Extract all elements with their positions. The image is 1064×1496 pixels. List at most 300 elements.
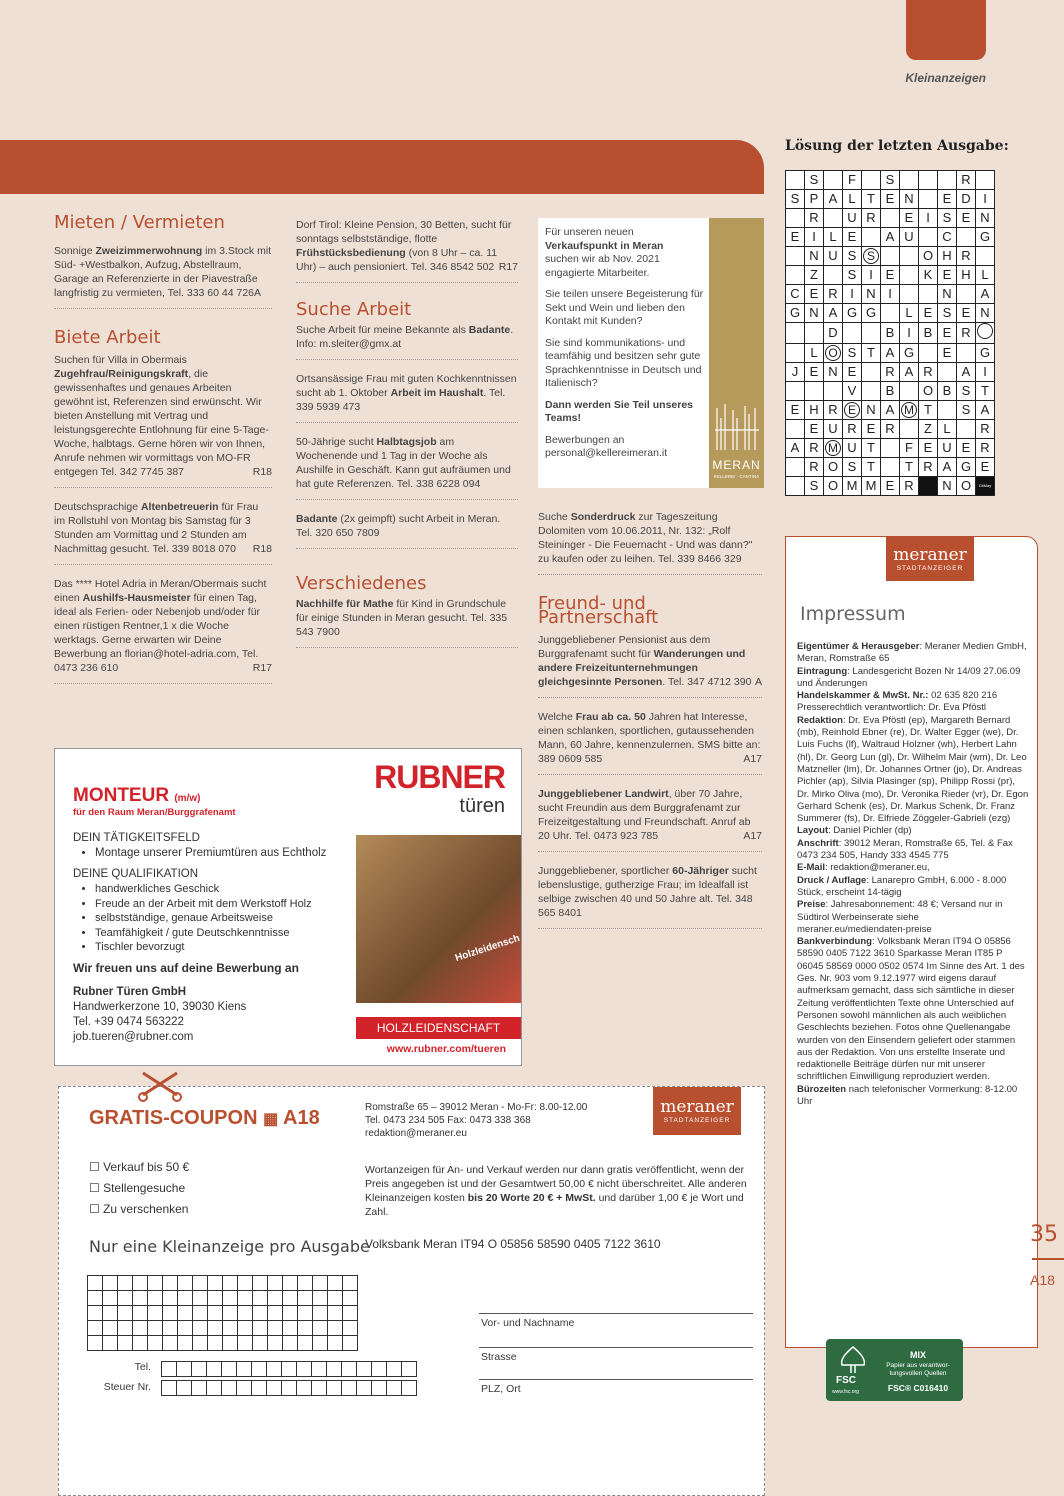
- crossword-cell: P: [805, 190, 824, 209]
- crossword-cell: S: [786, 190, 805, 209]
- crossword-cell: [900, 247, 919, 266]
- grid-cell[interactable]: [118, 1291, 133, 1306]
- grid-cell[interactable]: [343, 1276, 358, 1291]
- meran-ad-location: Verkaufspunkt in Meran: [545, 239, 664, 252]
- coupon-tel-field[interactable]: [161, 1361, 417, 1377]
- crossword-cell: G: [976, 344, 995, 363]
- crossword-cell: U: [900, 228, 919, 247]
- impressum-line: [797, 690, 1029, 702]
- crossword-cell: H: [805, 401, 824, 420]
- coupon-addr3: redaktion@meraner.eu: [365, 1128, 467, 1139]
- grid-cell[interactable]: [283, 1276, 298, 1291]
- grid-cell[interactable]: [103, 1306, 118, 1321]
- ad-keyword: Frau ab ca. 50: [575, 711, 646, 723]
- sonderdruck-ad: [538, 510, 762, 575]
- fsc-code: FSC® C016410: [887, 1383, 949, 1393]
- grid-cell[interactable]: [148, 1336, 163, 1351]
- crossword-row: [786, 420, 995, 439]
- grid-cell[interactable]: [177, 1362, 192, 1377]
- coupon-logo-icon: ▦: [263, 1111, 279, 1128]
- grid-cell[interactable]: [103, 1336, 118, 1351]
- grid-cell[interactable]: [163, 1321, 178, 1336]
- crossword-cell: E: [957, 209, 976, 228]
- checkbox-icon[interactable]: ☐: [89, 1160, 104, 1174]
- grid-cell[interactable]: [298, 1276, 313, 1291]
- rubner-qualification-list: [73, 882, 353, 955]
- fsc-mix: MIX: [909, 1350, 926, 1360]
- ad-text: Suche: [538, 511, 571, 523]
- ad-text-end: am Wochenende und 1 Tag in der Woche als Aushilfe in Geschäft. Kann gut aufräumen und hat gute Referenzen. Tel. 338 6228 094: [296, 436, 511, 490]
- ad-keyword: 60-Jähriger: [672, 865, 729, 877]
- coupon-name-line[interactable]: [479, 1313, 753, 1314]
- grid-cell[interactable]: [178, 1276, 193, 1291]
- crossword-cell: R: [881, 363, 900, 382]
- rubner-list-item: • Montage unserer Premiumtüren aus Echtholz: [95, 846, 353, 861]
- rubner-list-item: • Tischler bevorzugt: [95, 940, 353, 955]
- crossword-cell: [862, 228, 881, 247]
- ad-text: Sonnige: [54, 245, 96, 257]
- grid-cell[interactable]: [402, 1362, 417, 1377]
- ad-text-end: . Tel. 347 4712 390: [662, 676, 752, 688]
- grid-cell[interactable]: [103, 1291, 118, 1306]
- ad-text: Suchen für Villa in Obermais: [54, 354, 187, 366]
- classified-ad: [54, 500, 272, 565]
- ad-keyword: Frühstücksbedienung: [296, 247, 406, 259]
- impressum-value: nach telefonischer Vormerkung: 8-12.00 Uhr: [797, 1083, 1018, 1107]
- grid-cell[interactable]: [222, 1381, 237, 1396]
- grid-cell[interactable]: [237, 1381, 252, 1396]
- grid-cell[interactable]: [282, 1381, 297, 1396]
- coupon-tax-label: Steuer Nr.: [103, 1381, 151, 1393]
- grid-cell[interactable]: [103, 1276, 118, 1291]
- grid-cell[interactable]: [268, 1291, 283, 1306]
- crossword-cell: G: [786, 304, 805, 323]
- grid-cell[interactable]: [178, 1306, 193, 1321]
- crossword-solution: [785, 170, 995, 496]
- grid-cell[interactable]: [268, 1276, 283, 1291]
- coupon-info-text: Wortanzeigen für An- und Verkauf werden nur dann gratis veröffentlicht, wenn der Preis angegeben ist und der Gesamtwert 50,00 € nicht überschreitet. Alle anderen Kleinanzeigen kosten: [365, 1164, 747, 1204]
- impressum-line: [797, 825, 1029, 837]
- coupon-word-grid[interactable]: [87, 1275, 358, 1351]
- impressum-line: [797, 899, 1029, 936]
- heading-freund-partnerschaft: Freund- und Partnerschaft: [538, 593, 659, 628]
- rubner-url[interactable]: www.rubner.com/tueren: [386, 1043, 506, 1055]
- grid-cell[interactable]: [328, 1291, 343, 1306]
- ad-text-end: für Kind in Grundschule für einige Stunden in Meran gesucht. Tel. 335 543 7900: [296, 598, 508, 638]
- crossword-cell: E: [862, 420, 881, 439]
- grid-cell[interactable]: [283, 1321, 298, 1336]
- grid-cell[interactable]: [133, 1276, 148, 1291]
- grid-cell[interactable]: [328, 1321, 343, 1336]
- ad-reference: R18: [252, 543, 272, 555]
- grid-cell[interactable]: [313, 1276, 328, 1291]
- grid-cell[interactable]: [253, 1276, 268, 1291]
- grid-cell[interactable]: [312, 1362, 327, 1377]
- grid-cell[interactable]: [222, 1362, 237, 1377]
- coupon-limit-note: Nur eine Kleinanzeige pro Ausgabe: [89, 1237, 370, 1256]
- impressum-value: : 39012 Meran, Romstraße 65, Tel. & Fax 0473 234 505, Handy 333 4545 775: [797, 837, 1013, 862]
- grid-cell[interactable]: [342, 1362, 357, 1377]
- grid-cell[interactable]: [178, 1336, 193, 1351]
- meran-ad-cta: Dann werden Sie Teil unseres Teams!: [545, 398, 694, 424]
- ad-text-end: für einen Tag, ideal als Ferien- oder Nebenjob und/oder für einen rüstigen Rentner,1 x die Woche werktags. Gerne erwarten wir Deine Bewerbung an florian@hotel-adria.com, Tel. 0473 236 610: [54, 592, 261, 674]
- grid-cell[interactable]: [208, 1306, 223, 1321]
- crossword-cell: [843, 323, 862, 344]
- grid-cell[interactable]: [328, 1306, 343, 1321]
- impressum-value: : redaktion@meraner.eu,: [824, 862, 930, 874]
- grid-cell[interactable]: [178, 1321, 193, 1336]
- ad-reference: R17: [498, 261, 518, 273]
- grid-cell[interactable]: [118, 1276, 133, 1291]
- crossword-cell: O: [824, 458, 843, 477]
- grid-cell[interactable]: [148, 1321, 163, 1336]
- crossword-cell: G: [900, 344, 919, 363]
- grid-cell[interactable]: [192, 1362, 207, 1377]
- grid-cell[interactable]: [343, 1306, 358, 1321]
- grid-cell[interactable]: [372, 1381, 387, 1396]
- grid-cell[interactable]: [223, 1321, 238, 1336]
- grid-cell[interactable]: [163, 1291, 178, 1306]
- grid-cell[interactable]: [387, 1362, 402, 1377]
- crossword-cell: T: [900, 458, 919, 477]
- grid-cell[interactable]: [267, 1381, 282, 1396]
- crossword-cell: A: [824, 190, 843, 209]
- meran-logo-text: MERAN: [712, 458, 761, 472]
- rubner-photo: [356, 835, 521, 1003]
- crossword-cell: [881, 439, 900, 458]
- coupon-plz-line[interactable]: [479, 1379, 753, 1380]
- meran-job-ad: [538, 218, 764, 488]
- crossword-cell: J: [786, 363, 805, 382]
- impressum-body: [797, 641, 1029, 1108]
- grid-cell[interactable]: [88, 1306, 103, 1321]
- grid-cell[interactable]: [163, 1276, 178, 1291]
- crossword-row: [786, 209, 995, 228]
- grid-cell[interactable]: [88, 1321, 103, 1336]
- crossword-cell: E: [938, 344, 957, 363]
- crossword-cell: [938, 171, 957, 190]
- classified-ad-text: [296, 597, 518, 639]
- grid-cell[interactable]: [133, 1336, 148, 1351]
- crossword-cell: S: [957, 401, 976, 420]
- grid-row: [88, 1321, 358, 1336]
- grid-cell[interactable]: [297, 1362, 312, 1377]
- grid-cell[interactable]: [193, 1291, 208, 1306]
- coupon-info-end: und darüber 1,00 € je Wort und Zahl.: [365, 1192, 744, 1218]
- grid-cell[interactable]: [208, 1291, 223, 1306]
- grid-cell[interactable]: [372, 1362, 387, 1377]
- ad-text-end: im 3.Stock mit Süd- +Westbalkon, Aufzug, Abstellraum, Garage an Referenzierte in der Piavestraße langfristig zu vermieten, Tel. 333 60 44 726A: [54, 245, 272, 299]
- classified-ad-text: [296, 435, 518, 491]
- grid-cell[interactable]: [148, 1306, 163, 1321]
- heading-biete-arbeit: Biete Arbeit: [54, 327, 161, 348]
- rubner-list-item: • Freude an der Arbeit mit dem Werkstoff Holz: [95, 897, 353, 912]
- grid-cell[interactable]: [207, 1362, 222, 1377]
- grid-cell[interactable]: [238, 1276, 253, 1291]
- grid-cell[interactable]: [238, 1321, 253, 1336]
- grid-cell[interactable]: [298, 1321, 313, 1336]
- grid-cell[interactable]: [133, 1291, 148, 1306]
- grid-cell[interactable]: [253, 1321, 268, 1336]
- grid-cell[interactable]: [342, 1381, 357, 1396]
- heading-suche-arbeit: Suche Arbeit: [296, 299, 412, 320]
- grid-cell[interactable]: [402, 1381, 417, 1396]
- ad-reference: A17: [743, 830, 762, 842]
- rubner-list-item: • Teamfähigkeit / gute Deutschkenntnisse: [95, 926, 353, 941]
- classified-ad: [296, 512, 518, 549]
- grid-cell[interactable]: [343, 1291, 358, 1306]
- grid-cell[interactable]: [312, 1381, 327, 1396]
- crossword-cell: [786, 344, 805, 363]
- ad-keyword: Zugehfrau/Reinigungskraft: [54, 368, 189, 380]
- classified-ad: [54, 244, 272, 309]
- checkbox-icon[interactable]: ☐: [89, 1202, 104, 1216]
- grid-cell[interactable]: [313, 1306, 328, 1321]
- grid-cell[interactable]: [313, 1291, 328, 1306]
- rubner-title: MONTEUR: [73, 785, 170, 806]
- crossword-cell: [786, 458, 805, 477]
- grid-cell[interactable]: [207, 1381, 222, 1396]
- crossword-cell: [900, 285, 919, 304]
- crossword-row: [786, 344, 995, 363]
- crossword-cell: S: [843, 344, 862, 363]
- impressum-line: [797, 1084, 1029, 1109]
- coupon-tax-field[interactable]: [161, 1380, 417, 1396]
- verschiedenes-ads: [296, 597, 518, 648]
- grid-cell[interactable]: [283, 1291, 298, 1306]
- classified-ad-text: [296, 512, 518, 540]
- grid-cell[interactable]: [118, 1336, 133, 1351]
- coupon-street-line[interactable]: [479, 1347, 753, 1348]
- rubner-ad-title: [73, 785, 200, 807]
- grid-cell[interactable]: [387, 1381, 402, 1396]
- classified-ad-text: [296, 323, 518, 351]
- crossword-cell: E: [805, 363, 824, 382]
- grid-cell[interactable]: [178, 1291, 193, 1306]
- crossword-cell: A: [976, 401, 995, 420]
- grid-cell[interactable]: [283, 1336, 298, 1351]
- crossword-cell: [786, 323, 805, 344]
- crossword-cell: O: [957, 477, 976, 496]
- crossword-cell: T: [976, 382, 995, 401]
- crossword-cell: U: [938, 439, 957, 458]
- grid-cell[interactable]: [313, 1321, 328, 1336]
- impressum-label: Handelskammer & MwSt. Nr.:: [797, 690, 929, 702]
- grid-cell[interactable]: [193, 1306, 208, 1321]
- grid-cell[interactable]: [327, 1362, 342, 1377]
- crossword-cell: I: [919, 209, 938, 228]
- grid-cell[interactable]: [268, 1306, 283, 1321]
- grid-cell[interactable]: [103, 1321, 118, 1336]
- grid-cell[interactable]: [343, 1321, 358, 1336]
- grid-cell[interactable]: [118, 1306, 133, 1321]
- grid-cell[interactable]: [328, 1276, 343, 1291]
- crossword-cell: D: [957, 190, 976, 209]
- ad-keyword: Badante: [468, 324, 511, 336]
- grid-cell[interactable]: [313, 1336, 328, 1351]
- grid-cell[interactable]: [267, 1362, 282, 1377]
- impressum-label: Eigentümer & Herausgeber: [797, 641, 920, 652]
- crossword-cell: [900, 266, 919, 285]
- grid-cell[interactable]: [133, 1321, 148, 1336]
- classified-ad: [538, 864, 762, 929]
- crossword-cell: L: [900, 304, 919, 323]
- crossword-cell: I: [862, 266, 881, 285]
- grid-cell[interactable]: [177, 1381, 192, 1396]
- classified-ad: [296, 372, 518, 423]
- crossword-cell: [786, 420, 805, 439]
- classified-ad: [54, 577, 272, 684]
- grid-cell[interactable]: [163, 1306, 178, 1321]
- grid-cell[interactable]: [193, 1276, 208, 1291]
- impressum-box: [785, 536, 1038, 1348]
- rubner-list-item: • selbstständige, genaue Arbeitsweise: [95, 911, 353, 926]
- grid-cell[interactable]: [282, 1362, 297, 1377]
- grid-cell[interactable]: [223, 1306, 238, 1321]
- grid-cell[interactable]: [162, 1362, 177, 1377]
- checkbox-icon[interactable]: ☐: [89, 1181, 104, 1195]
- meran-ad-intro-end: suchen wir ab Nov. 2021 engagierte Mitarbeiter.: [545, 253, 660, 279]
- rubner-ad-body: [73, 831, 353, 1045]
- classified-ad-text: [296, 218, 518, 274]
- crossword-cell: S: [843, 247, 862, 266]
- grid-cell[interactable]: [162, 1381, 177, 1396]
- grid-cell[interactable]: [88, 1336, 103, 1351]
- rubner-phone: Tel. +39 0474 563222: [73, 1015, 184, 1028]
- grid-cell[interactable]: [148, 1276, 163, 1291]
- crossword-cell: B: [881, 382, 900, 401]
- crossword-row: [786, 458, 995, 477]
- grid-cell[interactable]: [208, 1336, 223, 1351]
- grid-cell[interactable]: [343, 1336, 358, 1351]
- crossword-cell: [957, 285, 976, 304]
- ad-keyword: Sonderdruck: [570, 511, 636, 523]
- crossword-cell: R: [805, 458, 824, 477]
- classified-ad: [296, 435, 518, 500]
- grid-cell[interactable]: [238, 1336, 253, 1351]
- impressum-logo: [886, 537, 974, 581]
- ad-text-end: Jahren hat Interesse, einen schlanken, sportlichen, gutaussehenden Mann, 60 Jahre, kennenzulernen. SMS bitte an: 389 0609 585: [538, 711, 761, 765]
- grid-cell[interactable]: [253, 1306, 268, 1321]
- rubner-heading-task: DEIN TÄTIGKEITSFELD: [73, 832, 200, 844]
- grid-cell[interactable]: [88, 1276, 103, 1291]
- grid-cell[interactable]: [223, 1291, 238, 1306]
- grid-cell[interactable]: [283, 1306, 298, 1321]
- grid-cell[interactable]: [192, 1381, 207, 1396]
- grid-cell[interactable]: [193, 1321, 208, 1336]
- impressum-logo-sub: STADTANZEIGER: [896, 565, 964, 572]
- grid-cell[interactable]: [327, 1381, 342, 1396]
- grid-cell[interactable]: [238, 1291, 253, 1306]
- crossword-cell: E: [786, 228, 805, 247]
- crossword-cell: [786, 266, 805, 285]
- ad-text: Junggebliebener, sportlicher: [538, 865, 673, 877]
- meran-logo-icon: [709, 218, 764, 488]
- crossword-cell: A: [881, 344, 900, 363]
- ad-keyword: Nachhilfe für Mathe: [296, 598, 394, 610]
- crossword-cell: L: [805, 344, 824, 363]
- crossword-cell: R: [957, 323, 976, 344]
- grid-cell[interactable]: [252, 1381, 267, 1396]
- crossword-cell: N: [900, 190, 919, 209]
- grid-cell[interactable]: [268, 1336, 283, 1351]
- impressum-title: Impressum: [800, 603, 906, 625]
- coupon-addr1: Romstraße 65 – 39012 Meran - Mo-Fr: 8.00-12.00: [365, 1102, 588, 1113]
- grid-cell[interactable]: [208, 1321, 223, 1336]
- grid-cell[interactable]: [88, 1291, 103, 1306]
- grid-cell[interactable]: [328, 1336, 343, 1351]
- grid-cell[interactable]: [193, 1336, 208, 1351]
- crossword-cell: N: [976, 304, 995, 323]
- crossword-cell: [919, 190, 938, 209]
- impressum-line: [797, 875, 1029, 900]
- grid-cell[interactable]: [297, 1381, 312, 1396]
- crossword-cell: R: [976, 439, 995, 458]
- crossword-cell: G: [862, 304, 881, 323]
- crossword-cell: [824, 344, 843, 363]
- impressum-label: Bürozeiten: [797, 1083, 847, 1095]
- grid-cell[interactable]: [163, 1336, 178, 1351]
- grid-cell[interactable]: [148, 1291, 163, 1306]
- meran-ad-p2: Sie teilen unsere Begeisterung für Sekt und Wein und lieben den Kontakt mit Kunden?: [545, 288, 704, 327]
- grid-cell[interactable]: [298, 1291, 313, 1306]
- classified-ad-text: [296, 372, 518, 414]
- crossword-cell: H: [957, 266, 976, 285]
- crossword-cell: [862, 382, 881, 401]
- coupon-option[interactable]: [89, 1178, 189, 1199]
- grid-cell[interactable]: [253, 1291, 268, 1306]
- classified-ad-text: [54, 244, 272, 300]
- grid-cell[interactable]: [357, 1362, 372, 1377]
- coupon-plz-label: PLZ, Ort: [481, 1383, 521, 1395]
- grid-cell[interactable]: [268, 1321, 283, 1336]
- impressum-logo-text: meraner: [893, 545, 967, 565]
- ad-reference: A17: [743, 753, 762, 765]
- grid-cell[interactable]: [237, 1362, 252, 1377]
- crossword-cell: I: [881, 285, 900, 304]
- crossword-cell: [786, 477, 805, 496]
- grid-cell[interactable]: [208, 1276, 223, 1291]
- crossword-cell: [919, 171, 938, 190]
- grid-cell[interactable]: [118, 1321, 133, 1336]
- crossword-cell: [786, 247, 805, 266]
- crossword-cell: E: [976, 458, 995, 477]
- header-band: [0, 140, 764, 194]
- classified-ad: [54, 353, 272, 488]
- grid-cell[interactable]: [298, 1336, 313, 1351]
- grid-cell[interactable]: [133, 1306, 148, 1321]
- crossword-cell: [862, 247, 881, 266]
- crossword-cell: [938, 363, 957, 382]
- coupon-option[interactable]: [89, 1157, 189, 1178]
- crossword-cell: B: [919, 323, 938, 344]
- grid-cell[interactable]: [253, 1336, 268, 1351]
- crossword-cell: L: [843, 190, 862, 209]
- coupon-option[interactable]: [89, 1199, 189, 1220]
- crossword-cell: S: [881, 171, 900, 190]
- grid-cell[interactable]: [238, 1306, 253, 1321]
- crossword-cell: I: [805, 228, 824, 247]
- grid-cell[interactable]: [298, 1306, 313, 1321]
- crossword-cell: S: [805, 477, 824, 496]
- grid-cell[interactable]: [252, 1362, 267, 1377]
- grid-cell[interactable]: [223, 1276, 238, 1291]
- grid-row: [88, 1306, 358, 1321]
- grid-cell[interactable]: [357, 1381, 372, 1396]
- grid-cell[interactable]: [223, 1336, 238, 1351]
- impressum-line: [797, 862, 1029, 874]
- rubner-heading-qualification: DEINE QUALIFIKATION: [73, 868, 199, 880]
